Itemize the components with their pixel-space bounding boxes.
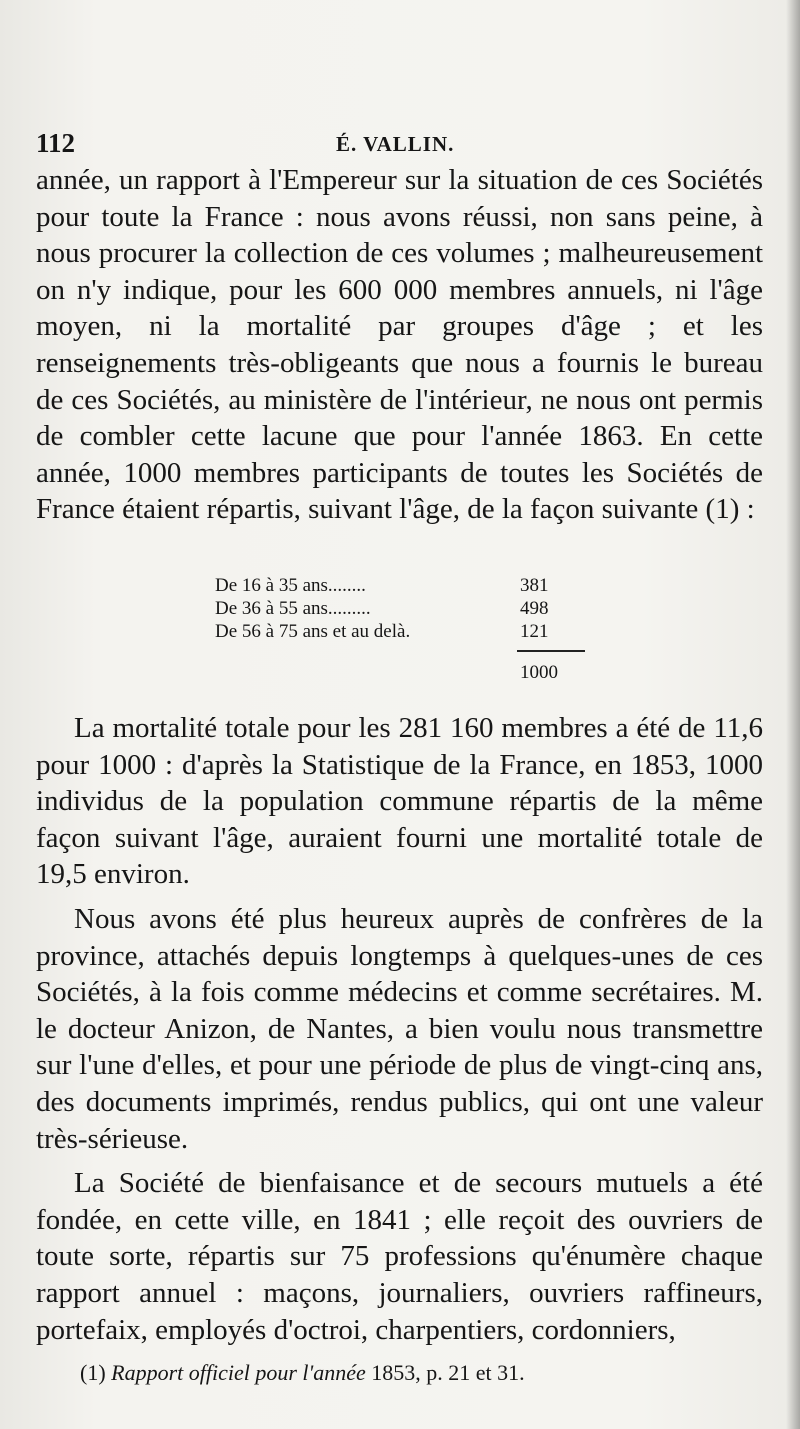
body-text-bottom [36, 710, 763, 1348]
table-total-rule [517, 650, 585, 652]
footnote [80, 1360, 760, 1386]
page-edge-shadow [786, 0, 800, 1429]
page-number: 112 [36, 128, 76, 158]
paragraph-4: La Société de bienfaisance et de secours mutuels a été fondée, en cette ville, en 1841 ; elle reçoit des ouvriers de toute sorte, répartis sur 75 professions qu'énumère chaque rapport annuel : maçons, journaliers, ouvriers raffineurs, portefaix, employés d'octroi, charpentiers, cordonniers, [36, 1167, 763, 1346]
table-row-value: 381 [520, 575, 549, 596]
table-row-value: 498 [520, 598, 549, 619]
table-row-label: De 56 à 75 ans et au delà. [215, 621, 411, 642]
body-text-top [36, 162, 763, 528]
table-row-value: 121 [520, 621, 549, 642]
footnote-reference: 1853, p. 21 et 31. [371, 1360, 525, 1385]
footnote-title: Rapport officiel pour l'année [111, 1360, 366, 1385]
age-distribution-table [215, 574, 595, 643]
running-head: É. VALLIN. [336, 132, 455, 156]
table-row-label: De 36 à 55 ans......... [215, 598, 371, 619]
table-row [215, 574, 595, 597]
paragraph-1: année, un rapport à l'Empereur sur la situation de ces Sociétés pour toute la France : nous avons réussi, non sans peine, à nous procurer la collection de ces volumes ; malheureusement on n'y indique, pour les 600 000 membres annuels, ni l'âge moyen, ni la mortalité par groupes d'âge ; et les renseignements très-obligeants que nous a fournis le bureau de ces Sociétés, au ministère de l'intérieur, ne nous ont permis de combler cette lacune que pour l'année 1863. En cette année, 1000 membres participants de toutes les Sociétés de France étaient répartis, suivant l'âge, de la façon suivante (1) : [36, 164, 763, 526]
page-header [36, 128, 766, 160]
table-total: 1000 [520, 662, 558, 683]
table-row-label: De 16 à 35 ans........ [215, 575, 366, 596]
footnote-marker: (1) [80, 1360, 106, 1385]
paragraph-3: Nous avons été plus heureux auprès de confrères de la province, attachés depuis longtemps à quelques-unes de ces Sociétés, à la fois comme médecins et comme secrétaires. M. le docteur Anizon, de Nantes, a bien voulu nous transmettre sur l'une d'elles, et pour une période de plus de vingt-cinq ans, des documents imprimés, rendus publics, qui ont une valeur très-sérieuse. [36, 902, 763, 1155]
table-row [215, 620, 595, 643]
table-row [215, 597, 595, 620]
paragraph-2: La mortalité totale pour les 281 160 membres a été de 11,6 pour 1000 : d'après la Statistique de la France, en 1853, 1000 individus de la population commune répartis de la même façon suivant l'âge, auraient fourni une mortalité totale de 19,5 environ. [36, 712, 763, 891]
